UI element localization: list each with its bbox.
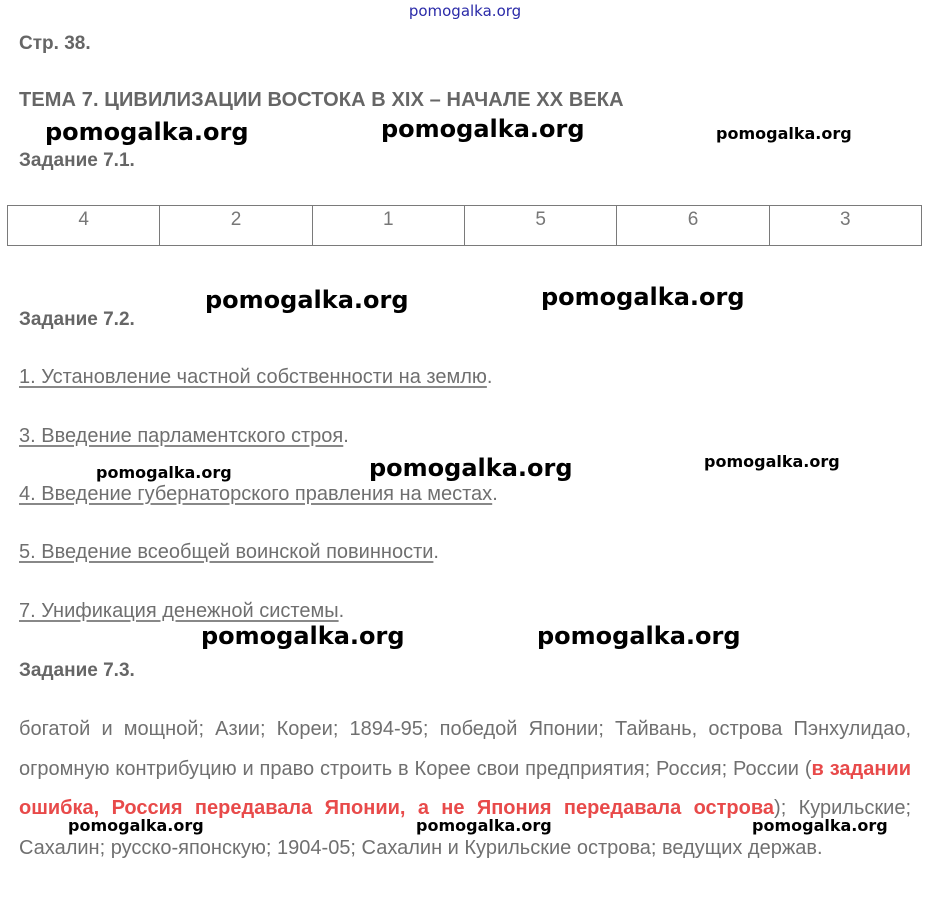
list-item-punct: .: [343, 425, 349, 447]
watermark: pomogalka.org: [716, 124, 852, 143]
list-item: [19, 483, 498, 506]
task-7-3-answer-text: [19, 710, 911, 868]
error-note: в задании ошибка, Россия передавала Японии, а не Япония передавала острова: [19, 757, 911, 819]
watermark: pomogalka.org: [416, 816, 552, 835]
watermark: pomogalka.org: [96, 463, 232, 482]
list-item-text: 7. Унификация денежной системы: [19, 600, 339, 622]
watermark: pomogalka.org: [201, 622, 405, 650]
watermark: pomogalka.org: [369, 454, 573, 482]
task-7-3-heading: Задание 7.3.: [19, 660, 135, 681]
list-item-punct: .: [433, 541, 439, 563]
table-row: [8, 206, 922, 246]
answer-text-start: богатой и мощной; Азии; Кореи; 1894-95; победой Японии; Тайвань, острова Пэнхулидао, огромную контрибуцию и право строить в Корее свои предприятия; Россия; России (: [19, 718, 911, 780]
task-7-2-heading: Задание 7.2.: [19, 309, 135, 330]
list-item-punct: .: [338, 600, 345, 622]
watermark: pomogalka.org: [704, 452, 840, 471]
task-7-1-answer-table: [7, 205, 922, 246]
answer-cell: 4: [8, 206, 160, 246]
list-item-text: 3. Введение парламентского строя: [19, 425, 344, 447]
top-watermark: pomogalka.org: [408, 2, 522, 20]
watermark: pomogalka.org: [381, 115, 585, 143]
answer-cell: 6: [617, 206, 769, 246]
list-item: [19, 541, 439, 564]
watermark: pomogalka.org: [537, 622, 741, 650]
list-item: [19, 366, 492, 389]
answer-cell: 5: [464, 206, 616, 246]
watermark: pomogalka.org: [45, 118, 249, 146]
watermark: pomogalka.org: [541, 283, 745, 311]
answer-cell: 2: [160, 206, 312, 246]
list-item-text: 5. Введение всеобщей воинской повинности: [19, 541, 434, 563]
watermark: pomogalka.org: [205, 286, 409, 314]
topic-title: ТЕМА 7. ЦИВИЛИЗАЦИИ ВОСТОКА В XIX – НАЧАЛЕ XX ВЕКА: [19, 89, 624, 111]
list-item-text: 4. Введение губернаторского правления на местах: [19, 483, 493, 505]
watermark: pomogalka.org: [752, 816, 888, 835]
list-item-punct: .: [486, 366, 493, 388]
list-item: [19, 425, 349, 448]
watermark: pomogalka.org: [68, 816, 204, 835]
answer-cell: 3: [769, 206, 921, 246]
answer-text-end: ); Курильские; Сахалин; русско-японскую; 1904-05; Сахалин и Курильские острова; ведущих держав.: [19, 797, 911, 859]
list-item: [19, 600, 344, 623]
list-item-text: 1. Установление частной собственности на землю: [19, 366, 487, 388]
page-reference: Стр. 38.: [19, 33, 91, 54]
task-7-1-heading: Задание 7.1.: [19, 150, 135, 171]
list-item-punct: .: [492, 483, 498, 505]
answer-cell: 1: [312, 206, 464, 246]
